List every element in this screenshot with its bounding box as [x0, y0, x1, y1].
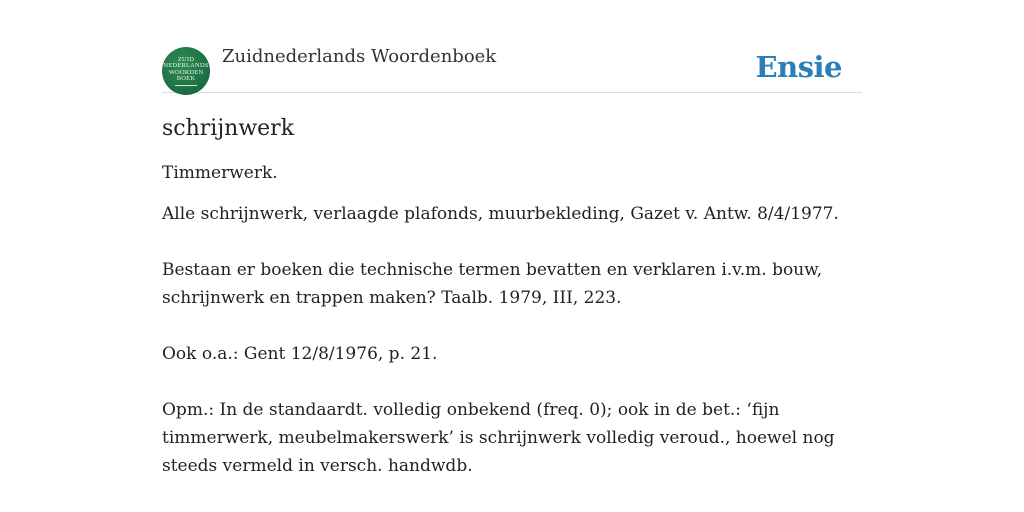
entry-term: schrijnwerk — [162, 116, 295, 141]
entry-definition: Timmerwerk. — [162, 163, 278, 183]
logo-rule — [175, 85, 197, 86]
ensie-brand-logo[interactable]: Ensie — [755, 50, 842, 84]
logo-text-line: BOEK — [176, 75, 196, 82]
dictionary-logo[interactable] — [162, 47, 210, 95]
logo-text-line: ZUID — [177, 55, 195, 63]
entry-content — [162, 116, 862, 508]
entry-paragraph: Ook o.a.: Gent 12/8/1976, p. 21. — [162, 344, 438, 364]
entry-paragraph: Bestaan er boeken die technische termen bevatten en verklaren i.v.m. bouw, schrijnwerk en trappen maken? Taalb. 1979, III, 223. — [162, 260, 823, 308]
entry-paragraph: Alle schrijnwerk, verlaagde plafonds, muurbekleding, Gazet v. Antw. 8/4/1977. — [162, 204, 839, 224]
dictionary-title[interactable]: Zuidnederlands Woordenboek — [222, 46, 497, 67]
entry-paragraph: Opm.: In de standaardt. volledig onbekend (freq. 0); ook in de bet.: ‘fijn timmerwerk, meubelmakerswerk’ is schrijnwerk volledig veroud., hoewel nog steeds vermeld in versch. handwdb. — [162, 400, 835, 476]
header — [162, 46, 862, 93]
logo-text-line: WOORDEN — [168, 68, 204, 76]
logo-text-line: NEDERLANDS — [163, 62, 209, 69]
